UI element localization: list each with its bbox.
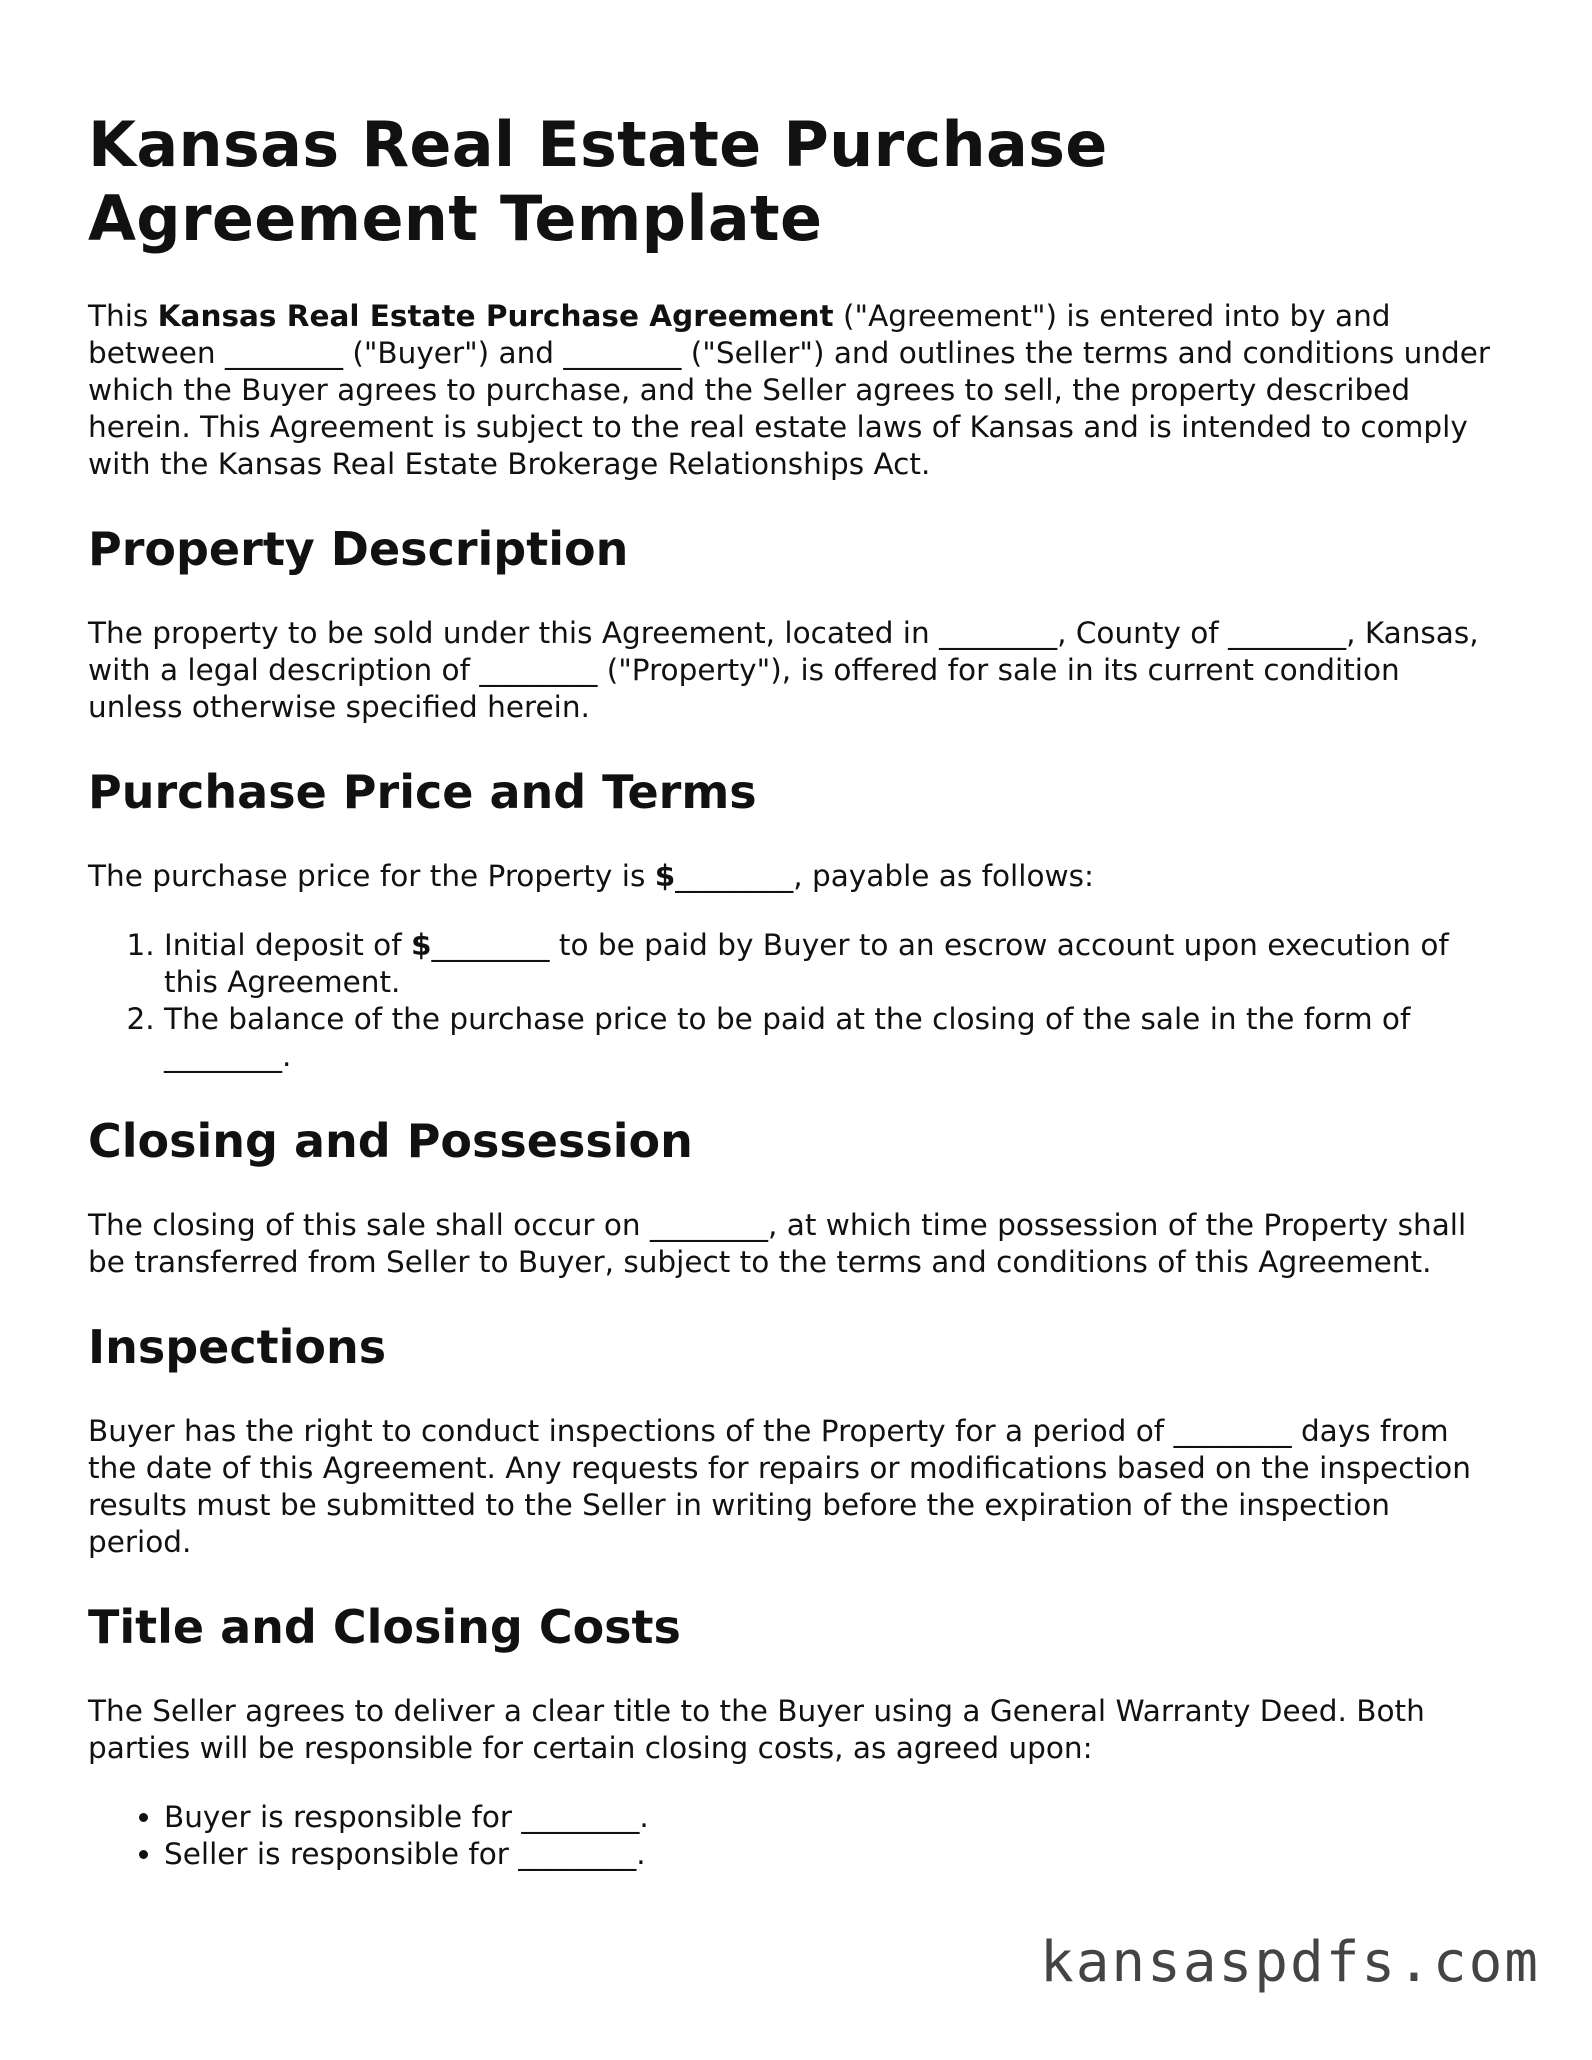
item-text: The balance of the purchase price to be paid at the closing of the sale in the form of ________. <box>164 1002 1411 1073</box>
watermark: kansaspdfs.com <box>1039 1930 1540 1995</box>
list-item: • Buyer is responsible for ________. <box>164 1799 1498 1836</box>
closing-costs-list <box>88 1799 1498 1873</box>
intro-rest: ("Agreement") is entered into by and between ________ ("Buyer") and ________ ("Seller") and outlines the terms and conditions under which the Buyer agrees to purchase, and the Seller agrees to sell, the property described herein. This Agreement is subject to the real estate laws of Kansas and is intended to comply with the Kansas Real Estate Brokerage Relationships Act. <box>88 299 1491 481</box>
intro-paragraph <box>88 298 1498 483</box>
document-page <box>88 108 1498 1911</box>
property-description-text: The property to be sold under this Agreement, located in ________, County of ________, Kansas, with a legal description of ________ ("Property"), is offered for sale in its current condition unless otherwise specified herein. <box>88 616 1479 724</box>
heading-title-closing-costs: Title and Closing Costs <box>88 1600 681 1654</box>
closing-possession-text: The closing of this sale shall occur on ________, at which time possession of the Property shall be transferred from Seller to Buyer, subject to the terms and conditions of this Agreement. <box>88 1208 1467 1279</box>
purchase-price-text <box>88 858 1498 895</box>
list-item: • Seller is responsible for ________. <box>164 1836 1498 1873</box>
item-dollar-sign: $ <box>410 928 432 962</box>
title-closing-costs-text: The Seller agrees to deliver a clear title to the Buyer using a General Warranty Deed. Both parties will be responsible for certain closing costs, as agreed upon: <box>88 1694 1425 1765</box>
item-text-after: ________ to be paid by Buyer to an escrow account upon execution of this Agreement. <box>164 928 1449 999</box>
heading-inspections: Inspections <box>88 1320 387 1374</box>
payment-terms-list <box>88 927 1498 1075</box>
inspections-text: Buyer has the right to conduct inspections of the Property for a period of ________ days from the date of this Agreement. Any requests for repairs or modifications based on the inspection results must be submitted to the Seller in writing before the expiration of the inspection period. <box>88 1414 1471 1559</box>
intro-lead: This <box>88 299 158 333</box>
price-text-after: ________, payable as follows: <box>675 859 1094 893</box>
intro-bold-name: Kansas Real Estate Purchase Agreement <box>157 299 834 333</box>
price-text-before: The purchase price for the Property is <box>88 859 655 893</box>
heading-purchase-price: Purchase Price and Terms <box>88 765 757 819</box>
price-dollar-sign: $ <box>654 859 676 893</box>
document-title: Kansas Real Estate Purchase Agreement Template <box>88 108 1108 255</box>
heading-closing-possession: Closing and Possession <box>88 1114 693 1168</box>
heading-property-description: Property Description <box>88 522 629 576</box>
item-text: Initial deposit of <box>164 928 411 962</box>
list-item <box>164 927 1498 1001</box>
list-item <box>164 1001 1498 1075</box>
